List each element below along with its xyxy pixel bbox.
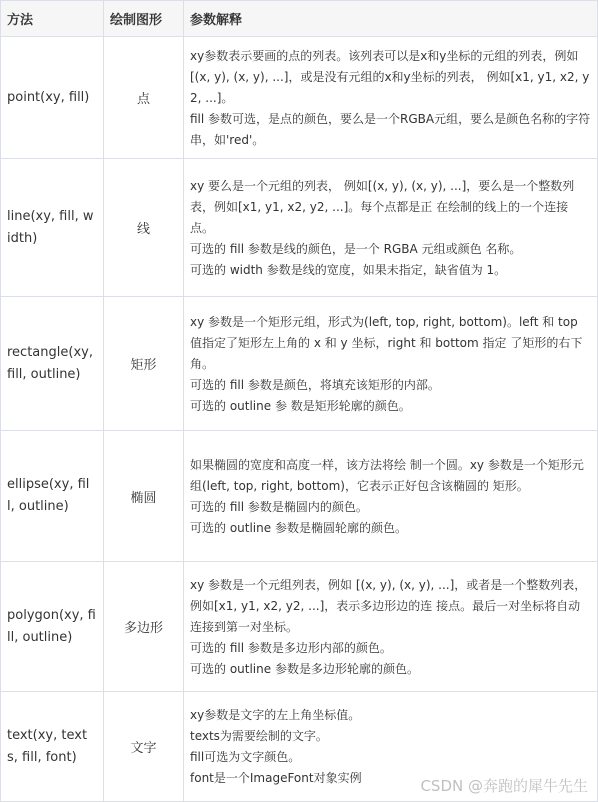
shape-cell: 多边形 xyxy=(104,562,184,692)
explanation-line: 可选的 outline 参数是多边形轮廓的颜色。 xyxy=(190,661,419,676)
method-cell: polygon(xy, fill, outline) xyxy=(1,562,104,692)
method-cell: point(xy, fill) xyxy=(1,37,104,159)
explanation-line: xy 参数是一个元组列表，例如 [(x, y), (x, y), ...]，或者是一个整数列表，例如[x1, y1, x2, y2, ...]，表示多边形边的连 接点。最后一对坐标将自动连接到第一对坐标。 xyxy=(190,577,587,634)
explanation-cell xyxy=(184,562,598,692)
explanation-line: xy 要么是一个元组的列表， 例如[(x, y), (x, y), ...]，要么是一个整数列表，例如[x1, y1, x2, y2, ...]。每个点都是正 在绘制的线上的一个连接点。 xyxy=(190,178,575,235)
explanation-line: 可选的 fill 参数是多边形内部的颜色。 xyxy=(190,640,392,655)
explanation-line: fill可选为文字颜色。 xyxy=(190,750,301,764)
table-row xyxy=(1,37,598,159)
shape-cell: 椭圆 xyxy=(104,431,184,562)
method-cell: ellipse(xy, fill, outline) xyxy=(1,431,104,562)
table-row xyxy=(1,431,598,562)
explanation-line: xy参数表示要画的点的列表。该列表可以是x和y坐标的元组的列表，例如[(x, y), (x, y), ...]，或是没有元组的x和y坐标的列表， 例如[x1, y1, x2, y2, ...]。 xyxy=(190,48,590,105)
explanation-cell xyxy=(184,159,598,297)
shape-cell: 线 xyxy=(104,159,184,297)
header-method: 方法 xyxy=(1,1,104,37)
header-explanation: 参数解释 xyxy=(184,1,598,37)
explanation-line: 可选的 fill 参数是线的颜色，是一个 RGBA 元组或颜色 名称。 xyxy=(190,241,522,256)
watermark: CSDN @奔跑的犀牛先生 xyxy=(420,777,588,795)
explanation-line: texts为需要绘制的文字。 xyxy=(190,729,328,743)
header-shape: 绘制图形 xyxy=(104,1,184,37)
explanation-line: 可选的 fill 参数是椭圆内的颜色。 xyxy=(190,499,368,514)
shape-cell: 点 xyxy=(104,37,184,159)
explanation-line: font是一个ImageFont对象实例 xyxy=(190,771,362,785)
method-cell: line(xy, fill, width) xyxy=(1,159,104,297)
method-cell: rectangle(xy, fill, outline) xyxy=(1,297,104,431)
explanation-line: 可选的 outline 参 数是矩形轮廓的颜色。 xyxy=(190,398,411,413)
explanation-line: xy 参数是一个矩形元组，形式为(left, top, right, bottom)。left 和 top 值指定了矩形左上角的 x 和 y 坐标，right 和 bottom 指定 了矩形的右下角。 xyxy=(190,314,583,371)
explanation-cell xyxy=(184,297,598,431)
explanation-line: 可选的 width 参数是线的宽度，如果未指定，缺省值为 1。 xyxy=(190,262,507,277)
table-row xyxy=(1,159,598,297)
table-row xyxy=(1,297,598,431)
header-row xyxy=(1,1,598,37)
explanation-line: 可选的 fill 参数是颜色，将填充该矩形的内部。 xyxy=(190,377,440,392)
explanation-line: 如果椭圆的宽度和高度一样，该方法将绘 制一个圆。xy 参数是一个矩形元组(left, top, right, bottom)，它表示正好包含该椭圆的 矩形。 xyxy=(190,457,584,493)
table-row xyxy=(1,562,598,692)
explanation-line: xy参数是文字的左上角坐标值。 xyxy=(190,708,361,722)
shape-cell: 文字 xyxy=(104,692,184,802)
explanation-cell xyxy=(184,37,598,159)
shape-cell: 矩形 xyxy=(104,297,184,431)
explanation-line: fill 参数可选，是点的颜色，要么是一个RGBA元组，要么是颜色名称的字符串，如'red'。 xyxy=(190,111,591,147)
explanation-line: 可选的 outline 参数是椭圆轮廓的颜色。 xyxy=(190,520,407,535)
explanation-cell xyxy=(184,431,598,562)
method-cell: text(xy, texts, fill, font) xyxy=(1,692,104,802)
